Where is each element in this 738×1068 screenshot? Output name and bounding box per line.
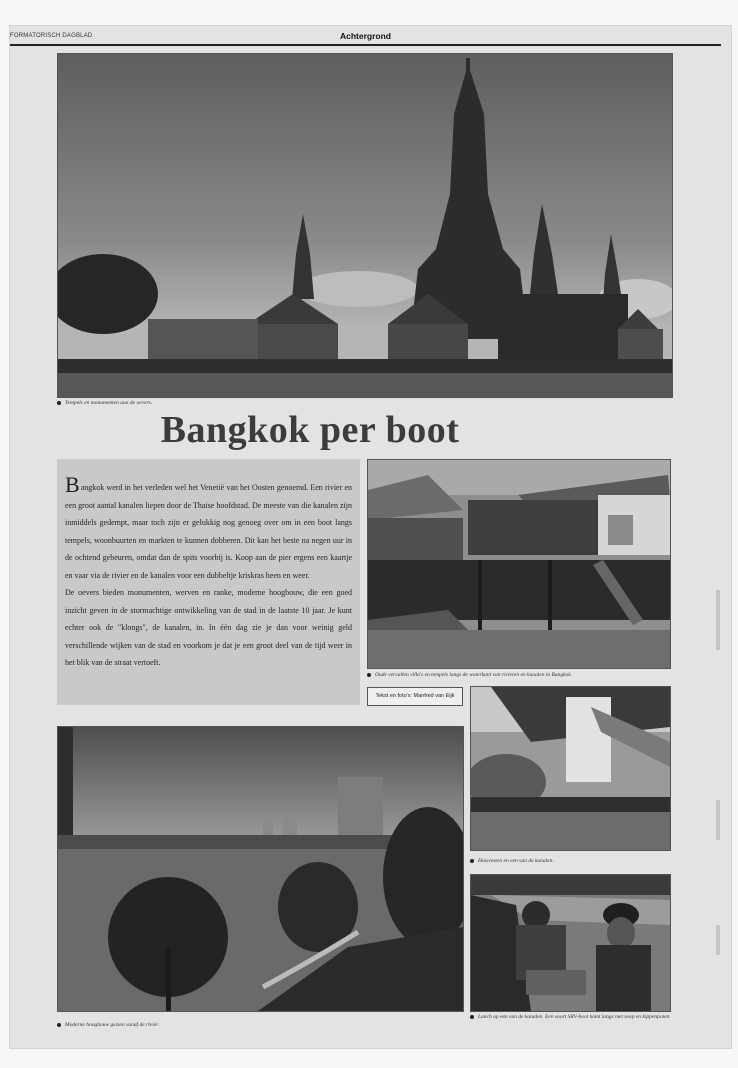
scan-edge-mark xyxy=(716,925,720,955)
houses-photo-image xyxy=(368,460,670,668)
paragraph-1 xyxy=(57,459,360,584)
scan-edge-mark xyxy=(716,590,720,650)
boat-photo-image xyxy=(471,875,670,1011)
newspaper-name: FORMATORISCH DAGBLAD xyxy=(10,33,93,39)
skyline-caption xyxy=(57,1022,357,1029)
article-title: Bangkok per boot xyxy=(160,409,460,451)
section-title: Achtergrond xyxy=(340,31,391,41)
scan-edge-mark xyxy=(716,800,720,840)
houses-caption xyxy=(367,672,669,679)
boat-photo xyxy=(470,874,671,1012)
bullet-icon xyxy=(57,401,61,405)
canal-house-caption-text: Huisvesten en een van de kanalen. xyxy=(478,858,554,864)
page-header xyxy=(10,30,721,46)
skyline-caption-text: Moderne hoogbouw gezien vanaf de rivier. xyxy=(65,1022,160,1028)
houses-photo xyxy=(367,459,671,669)
paragraph-2: De oevers bieden monumenten, werven en ranke, moderne hoogbouw, die een goed inzicht geven in de stormachtige ontwikkeling van de stad in de laatste 10 jaar. Je kunt echter ook de "klongs", de kanalen, in. In één dag zie je dan voor weinig geld verschillende wijken van de stad en voorkom je dat je een groot deel van de tijd weer in het blik van de straat vertoeft. xyxy=(65,588,352,667)
canal-house-photo-image xyxy=(471,687,670,850)
paragraph-1-text: angkok werd in het verleden wel het Venetië van het Oosten genoemd. Een rivier en een groot aantal kanalen liepen door de Thaise hoofdstad. De meeste van die kanalen zijn inmiddels gedempt, maar toch zijn er gelukkig nog genoeg over om in een boot langs tempels, woonbuurten en markten te kunnen dobberen. Dit kan het beste na negen uur in de ochtend gebeuren, omdat dan de spits voorbij is. Koop aan de pier ergens een kaartje en vaar via de rivier en de kanalen voor een dubbeltje kriskras heen en weer. xyxy=(65,483,352,580)
boat-caption xyxy=(470,1014,675,1021)
houses-caption-text: Oude vervallen villa's en tempels langs de waterkant van rivieren en kanalen in Bangkok. xyxy=(375,672,573,678)
article-body xyxy=(57,459,360,705)
temple-caption xyxy=(57,400,357,407)
canal-house-caption xyxy=(470,858,669,865)
skyline-photo xyxy=(57,726,464,1012)
bullet-icon xyxy=(367,673,371,677)
boat-caption-text: Lunch op een van de kanalen. Een soort SRV-boot komt langs met soep en kippenpoten. xyxy=(478,1014,671,1020)
temple-caption-text: Tempels en monumenten aan de oevers. xyxy=(65,400,153,406)
bullet-icon xyxy=(57,1023,61,1027)
bullet-icon xyxy=(470,1015,474,1019)
canal-house-photo xyxy=(470,686,671,851)
skyline-photo-image xyxy=(58,727,463,1011)
temple-photo xyxy=(57,53,673,398)
bullet-icon xyxy=(470,859,474,863)
temple-photo-image xyxy=(58,54,672,397)
drop-cap: B xyxy=(65,472,80,497)
credit-box: Tekst en foto's: Manfred van Eijk xyxy=(367,687,463,706)
